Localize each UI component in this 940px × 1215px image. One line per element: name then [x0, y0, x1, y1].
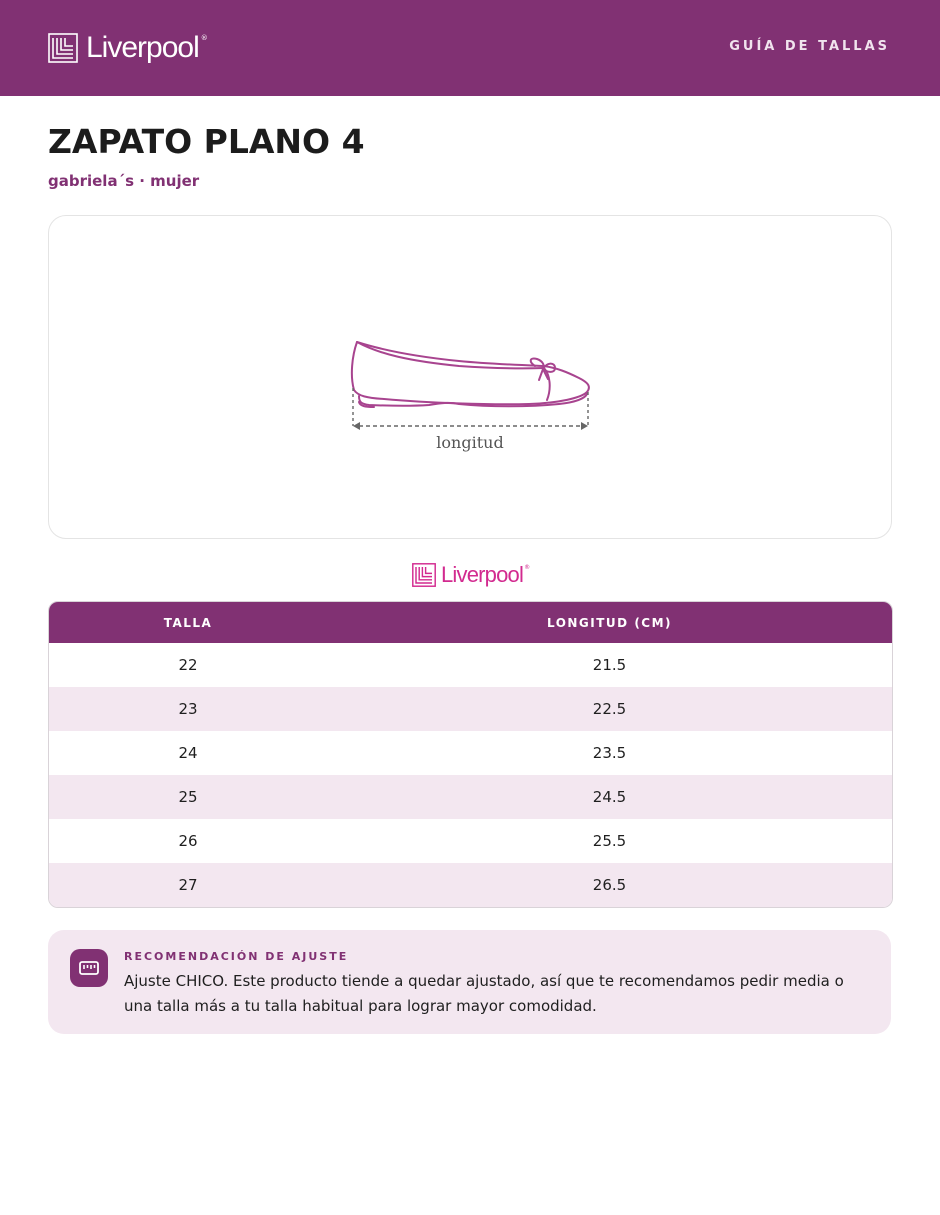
header-length: LONGITUD (CM) — [546, 615, 673, 630]
length-cell: 25.5 — [592, 832, 627, 850]
length-label: longitud — [436, 433, 504, 452]
product-subtitle: gabriela´s · mujer — [48, 172, 200, 190]
shoe-illustration-card — [48, 215, 892, 539]
header-size: TALLA — [163, 615, 213, 630]
recommendation-label: RECOMENDACIÓN DE AJUSTE — [124, 950, 349, 963]
size-cell: 27 — [178, 876, 198, 894]
length-cell: 22.5 — [592, 700, 627, 718]
size-cell: 24 — [178, 744, 198, 762]
liverpool-logo-icon — [412, 563, 436, 587]
table-row — [49, 643, 892, 687]
size-cell: 26 — [178, 832, 198, 850]
brand-name-secondary: Liverpool — [441, 562, 524, 587]
brand-name: Liverpool — [86, 31, 199, 64]
table-row — [49, 819, 892, 863]
brand-logo[interactable] — [48, 30, 214, 66]
registered-mark: ® — [524, 563, 531, 571]
size-table — [48, 601, 893, 908]
recommendation-text: Ajuste CHICO. Este producto tiende a quedar ajustado, así que te recomendamos pedir media o una talla más a tu talla habitual para lograr mayor comodidad. — [124, 972, 844, 1015]
flat-shoe-icon — [49, 216, 891, 538]
table-row — [49, 731, 892, 775]
table-row — [49, 687, 892, 731]
ruler-icon — [70, 949, 108, 987]
length-cell: 24.5 — [592, 788, 627, 806]
length-cell: 23.5 — [592, 744, 627, 762]
size-cell: 22 — [178, 656, 198, 674]
size-guide-link[interactable]: GUÍA DE TALLAS — [729, 39, 890, 54]
table-header — [49, 602, 892, 643]
liverpool-logo-icon — [48, 33, 78, 63]
table-body — [49, 643, 892, 907]
brand-logo-secondary — [412, 561, 534, 589]
size-cell: 25 — [178, 788, 198, 806]
length-cell: 21.5 — [592, 656, 627, 674]
size-cell: 23 — [178, 700, 198, 718]
registered-mark: ® — [200, 34, 208, 42]
header-bar — [0, 0, 940, 96]
table-row — [49, 775, 892, 819]
table-row — [49, 863, 892, 907]
length-cell: 26.5 — [592, 876, 627, 894]
page-title: ZAPATO PLANO 4 — [48, 122, 365, 161]
fit-recommendation-box — [48, 930, 891, 1034]
